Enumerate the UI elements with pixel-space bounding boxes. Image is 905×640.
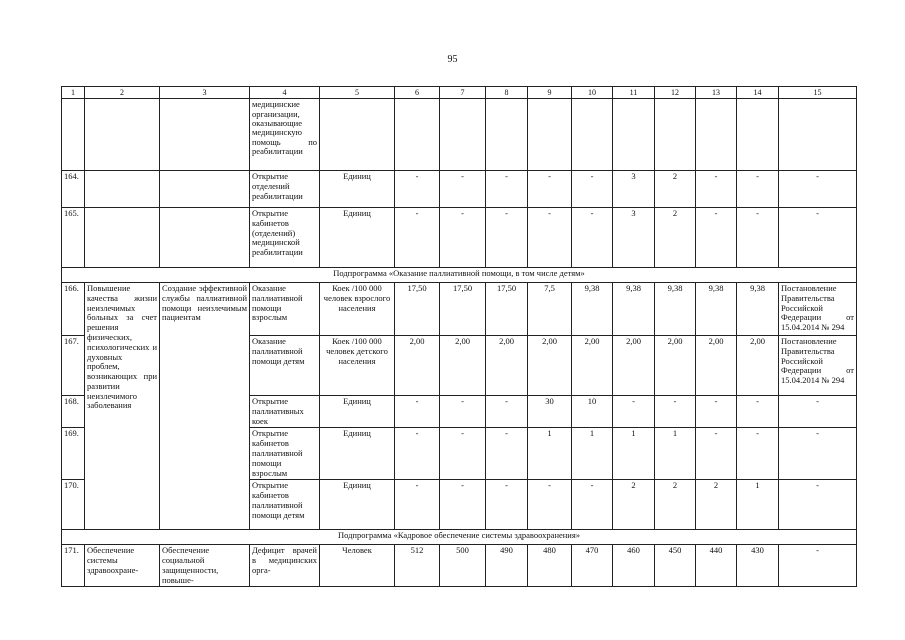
- value-cell: -: [395, 396, 440, 428]
- value-cell: -: [737, 171, 779, 208]
- header-cell: 4: [250, 87, 320, 99]
- row-number: 171.: [62, 545, 85, 587]
- value-cell: 1: [528, 428, 572, 480]
- row-number: 167.: [62, 336, 85, 396]
- value-cell: 17,50: [486, 283, 528, 336]
- goal-cell: Повышение качества жизни неизлечимых больных за счет решения физических, психологических и духовных проблем, возникающих при развитии неизлечимого заболевания: [85, 283, 160, 530]
- indicator-cell: Открытие паллиативных коек: [250, 396, 320, 428]
- page-number: 95: [447, 54, 458, 65]
- indicators-table: [61, 86, 857, 587]
- indicator-cell: Дефицит врачей в медицинских орга-: [250, 545, 320, 587]
- header-cell: 2: [85, 87, 160, 99]
- row-number: 170.: [62, 480, 85, 530]
- value-cell: 30: [528, 396, 572, 428]
- value-cell: 470: [572, 545, 613, 587]
- value-cell: 3: [613, 171, 655, 208]
- table-row: [62, 171, 857, 208]
- task-cell: Создание эффективной службы паллиативной помощи неизлечимым пациентам: [160, 283, 250, 530]
- value-cell: 2,00: [655, 336, 696, 396]
- value-cell: 9,38: [572, 283, 613, 336]
- value-cell: 1: [737, 480, 779, 530]
- value-cell: -: [486, 208, 528, 268]
- basis-cell: -: [779, 480, 857, 530]
- value-cell: 3: [613, 208, 655, 268]
- table-row: [62, 208, 857, 268]
- value-cell: -: [440, 480, 486, 530]
- indicator-cell: медицинские организации, оказывающие медицинскую помощь по реабилитации: [250, 99, 320, 171]
- value-cell: -: [572, 480, 613, 530]
- value-cell: 1: [572, 428, 613, 480]
- basis-cell: Постановление Правительства Российской Федерации от 15.04.2014 № 294: [779, 336, 857, 396]
- value-cell: 17,50: [395, 283, 440, 336]
- value-cell: -: [528, 480, 572, 530]
- value-cell: -: [737, 396, 779, 428]
- value-cell: -: [696, 428, 737, 480]
- value-cell: 450: [655, 545, 696, 587]
- value-cell: 2,00: [528, 336, 572, 396]
- value-cell: -: [655, 396, 696, 428]
- unit-cell: Коек /100 000 человек взрослого населения: [320, 283, 395, 336]
- value-cell: -: [395, 480, 440, 530]
- unit-cell: Коек /100 000 человек детского населения: [320, 336, 395, 396]
- header-cell: 14: [737, 87, 779, 99]
- value-cell: 480: [528, 545, 572, 587]
- header-cell: 9: [528, 87, 572, 99]
- value-cell: -: [696, 208, 737, 268]
- row-number: 165.: [62, 208, 85, 268]
- value-cell: 9,38: [696, 283, 737, 336]
- indicator-cell: Открытие кабинетов (отделений) медицинской реабилитации: [250, 208, 320, 268]
- value-cell: 500: [440, 545, 486, 587]
- header-cell: 11: [613, 87, 655, 99]
- header-cell: 1: [62, 87, 85, 99]
- table-row: [62, 545, 857, 587]
- value-cell: 9,38: [737, 283, 779, 336]
- value-cell: -: [613, 396, 655, 428]
- value-cell: 2: [696, 480, 737, 530]
- value-cell: -: [486, 171, 528, 208]
- value-cell: 490: [486, 545, 528, 587]
- value-cell: 2,00: [572, 336, 613, 396]
- value-cell: -: [572, 208, 613, 268]
- header-cell: 10: [572, 87, 613, 99]
- value-cell: 2,00: [395, 336, 440, 396]
- basis-cell: Постановление Правительства Российской Федерации от 15.04.2014 № 294: [779, 283, 857, 336]
- value-cell: 7,5: [528, 283, 572, 336]
- subprogram-row: [62, 530, 857, 545]
- unit-cell: Единиц: [320, 208, 395, 268]
- header-cell: 3: [160, 87, 250, 99]
- value-cell: 9,38: [655, 283, 696, 336]
- value-cell: 2,00: [696, 336, 737, 396]
- header-cell: 6: [395, 87, 440, 99]
- basis-cell: -: [779, 396, 857, 428]
- value-cell: -: [572, 171, 613, 208]
- table-row: [62, 283, 857, 336]
- value-cell: 2: [655, 480, 696, 530]
- value-cell: -: [486, 428, 528, 480]
- column-number-row: [62, 87, 857, 99]
- value-cell: 2,00: [486, 336, 528, 396]
- value-cell: 1: [655, 428, 696, 480]
- basis-cell: -: [779, 171, 857, 208]
- value-cell: 430: [737, 545, 779, 587]
- value-cell: -: [440, 396, 486, 428]
- value-cell: 512: [395, 545, 440, 587]
- indicator-cell: Оказание паллиативной помощи детям: [250, 336, 320, 396]
- subprogram-title: Подпрограмма «Оказание паллиативной помощи, в том числе детям»: [62, 268, 857, 283]
- header-cell: 8: [486, 87, 528, 99]
- value-cell: 1: [613, 428, 655, 480]
- value-cell: -: [440, 208, 486, 268]
- value-cell: 10: [572, 396, 613, 428]
- subprogram-row: [62, 268, 857, 283]
- value-cell: 2: [613, 480, 655, 530]
- value-cell: 9,38: [613, 283, 655, 336]
- value-cell: -: [528, 171, 572, 208]
- value-cell: -: [737, 428, 779, 480]
- header-cell: 15: [779, 87, 857, 99]
- value-cell: -: [395, 171, 440, 208]
- indicator-cell: Открытие кабинетов паллиативной помощи взрослым: [250, 428, 320, 480]
- value-cell: -: [737, 208, 779, 268]
- value-cell: 17,50: [440, 283, 486, 336]
- table-row-continued: [62, 99, 857, 171]
- basis-cell: -: [779, 428, 857, 480]
- header-cell: 12: [655, 87, 696, 99]
- value-cell: 460: [613, 545, 655, 587]
- unit-cell: Единиц: [320, 428, 395, 480]
- value-cell: -: [696, 396, 737, 428]
- row-number: 168.: [62, 396, 85, 428]
- value-cell: 2,00: [440, 336, 486, 396]
- value-cell: 2: [655, 208, 696, 268]
- task-cell: Обеспечение социальной защищенности, повыше-: [160, 545, 250, 587]
- value-cell: 2,00: [737, 336, 779, 396]
- indicator-cell: Открытие отделений реабилитации: [250, 171, 320, 208]
- value-cell: -: [395, 208, 440, 268]
- goal-cell: Обеспечение системы здравоохране-: [85, 545, 160, 587]
- unit-cell: Единиц: [320, 171, 395, 208]
- header-cell: 13: [696, 87, 737, 99]
- indicator-cell: Открытие кабинетов паллиативной помощи детям: [250, 480, 320, 530]
- indicator-cell: Оказание паллиативной помощи взрослым: [250, 283, 320, 336]
- header-cell: 7: [440, 87, 486, 99]
- row-number: 166.: [62, 283, 85, 336]
- row-number: 169.: [62, 428, 85, 480]
- unit-cell: Человек: [320, 545, 395, 587]
- value-cell: -: [486, 396, 528, 428]
- basis-cell: -: [779, 208, 857, 268]
- unit-cell: Единиц: [320, 480, 395, 530]
- basis-cell: -: [779, 545, 857, 587]
- value-cell: -: [486, 480, 528, 530]
- value-cell: 440: [696, 545, 737, 587]
- unit-cell: Единиц: [320, 396, 395, 428]
- header-cell: 5: [320, 87, 395, 99]
- value-cell: 2,00: [613, 336, 655, 396]
- value-cell: -: [696, 171, 737, 208]
- subprogram-title: Подпрограмма «Кадровое обеспечение системы здравоохранения»: [62, 530, 857, 545]
- value-cell: -: [440, 428, 486, 480]
- value-cell: 2: [655, 171, 696, 208]
- value-cell: -: [440, 171, 486, 208]
- value-cell: -: [395, 428, 440, 480]
- value-cell: -: [528, 208, 572, 268]
- row-number: 164.: [62, 171, 85, 208]
